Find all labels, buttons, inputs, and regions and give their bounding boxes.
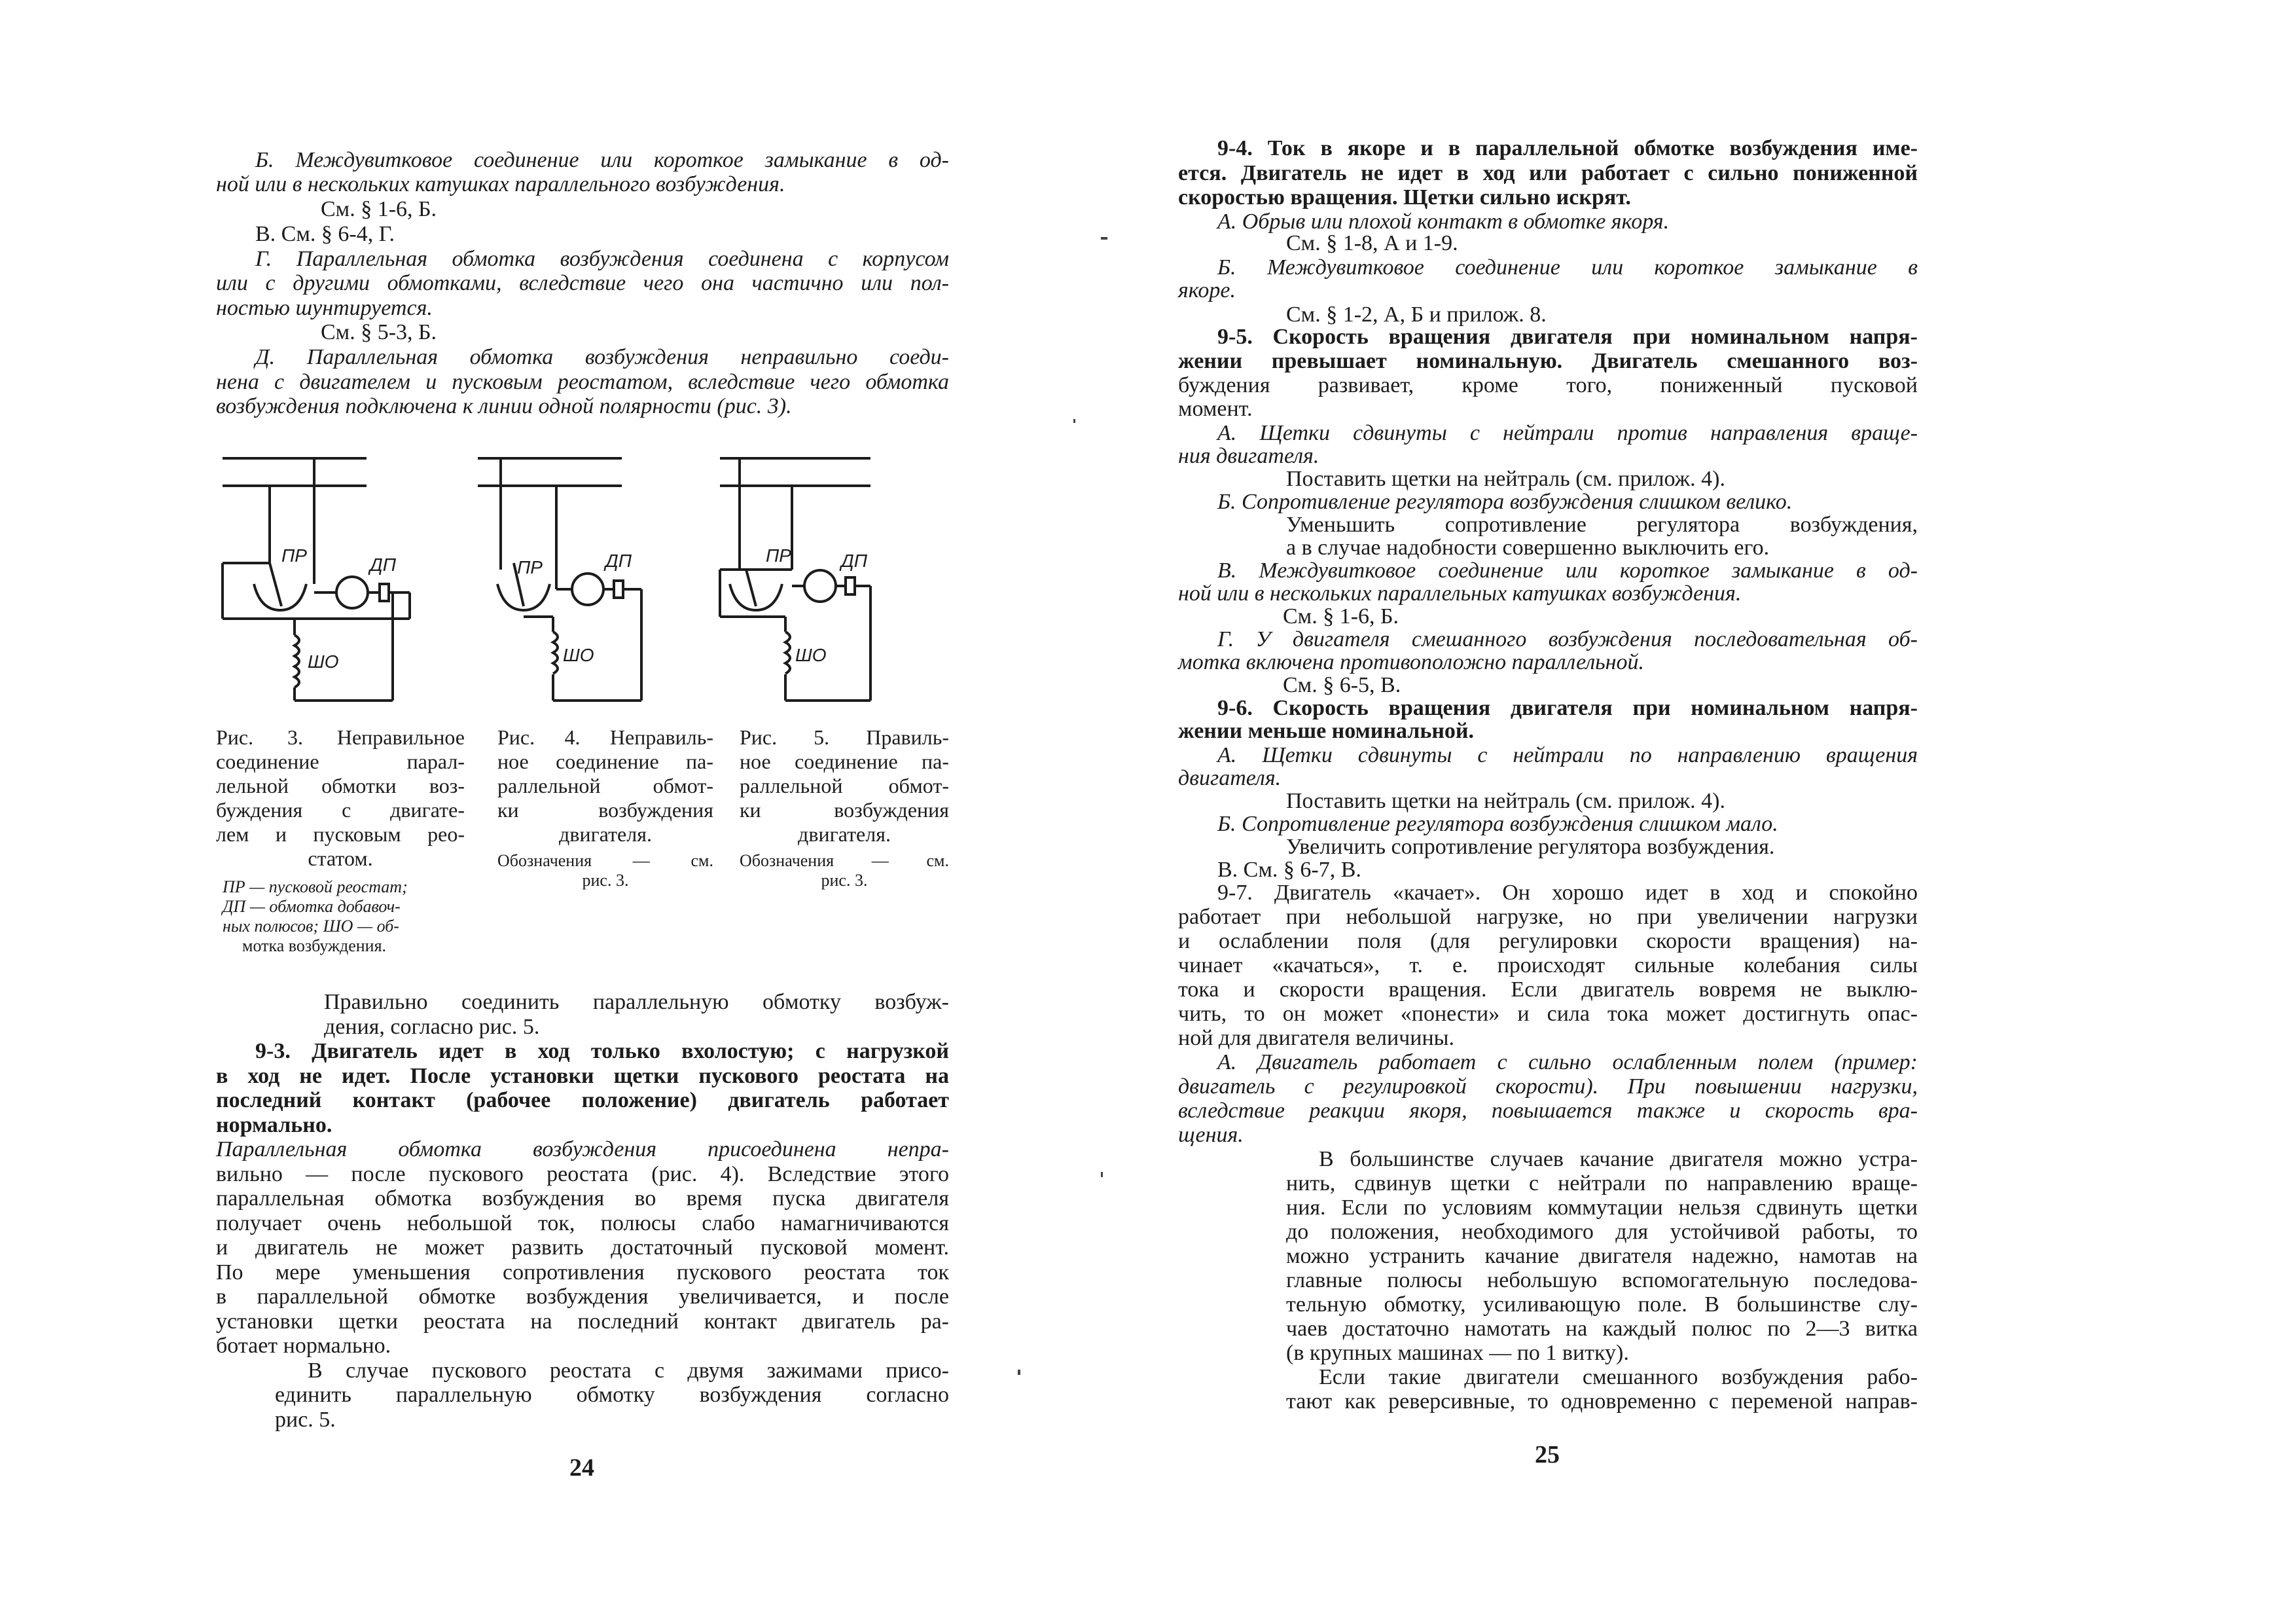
cross-reference: В. См. § 6-4, Г. (255, 222, 395, 246)
text-line: установки щетки реостата на последний контакт двигатель ра- (216, 1309, 949, 1334)
text-line: Если такие двигатели смешанного возбуждения рабо- (1319, 1365, 1918, 1389)
label-sho: ШО (795, 645, 827, 665)
text-line: ния. Если по условиям коммутации нельзя сдвинуть щетки (1286, 1195, 1918, 1220)
page-number: 24 (569, 1454, 594, 1482)
scan-speck (1101, 237, 1107, 240)
text-line: тельную обмотку, усиливающую поле. В большинстве слу- (1286, 1292, 1918, 1317)
label-dp: ДП (841, 551, 868, 571)
figure-3-legend: ПР — пусковой реостат; ДП — обмотка добавоч- ных полюсов; ШО — об- мотка возбуждения. (223, 877, 408, 955)
cross-reference: См. § 6-5, В. (1283, 673, 1401, 697)
label-dp: ДП (370, 555, 397, 575)
text-line: в параллельной обмотке возбуждения увеличивается, и после (216, 1285, 949, 1309)
text-line: и ослаблении поля (для регулировки скорости вращения) на- (1178, 929, 1918, 953)
text-line: дения, согласно рис. 5. (324, 1015, 540, 1039)
text-line: нить, сдвинув щетки с нейтрали по направлению враще- (1286, 1171, 1918, 1195)
figure-5-caption: Рис. 5. Правиль- ное соединение па- раллельной обмот- ки возбуждения двигателя. (740, 725, 949, 846)
text-line: буждения развивает, кроме того, пониженный пусковой (1178, 373, 1918, 397)
text-line: Уменьшить сопротивление регулятора возбуждения, (1286, 513, 1918, 537)
text-line: якоре. (1178, 278, 1236, 302)
text-line: двигателя. (1178, 766, 1282, 790)
section-heading: ется. Двигатель не идет в ход или работает с сильно пониженной (1178, 161, 1918, 185)
text-line: нена с двигателем и пусковым реостатом, вследствие чего обмотка (216, 370, 949, 394)
cross-reference: См. § 1-6, Б. (321, 197, 437, 221)
scan-speck (1073, 419, 1075, 423)
scan-speck (1101, 1172, 1103, 1177)
text-line: тают как реверсивные, то одновременно с переменой направ- (1286, 1389, 1918, 1413)
text-line: Б. Сопротивление регулятора возбуждения слишком мало. (1217, 812, 1778, 836)
text-line: получает очень небольшой ток, полюсы слабо намагничиваются (216, 1211, 949, 1235)
text-line: двигатель с регулировкой скорости). При повышении нагрузки, (1178, 1074, 1918, 1099)
cross-reference: В. См. § 6-7, В. (1217, 858, 1361, 882)
text-line: ния двигателя. (1178, 444, 1319, 468)
text-line: тока и скорости вращения. Если двигатель вовремя не выклю- (1178, 977, 1918, 1002)
text-line: Б. Сопротивление регулятора возбуждения слишком велико. (1217, 490, 1793, 514)
text-line: Б. Междувитковое соединение или короткое замыкание в (1217, 255, 1918, 280)
text-line: можно устранить качание двигателя надежно, намотав на (1286, 1244, 1918, 1268)
text-line: а в случае надобности совершенно выключить его. (1286, 536, 1770, 560)
figure-5-note: Обозначения — см. рис. 3. (740, 851, 949, 890)
text-line: рис. 5. (275, 1408, 336, 1432)
figure-4-diagram (478, 458, 641, 701)
section-heading: 9-6. Скорость вращения двигателя при номинальном напря- (1217, 696, 1918, 720)
text-line: чинает «качаться», т. е. происходят сильные колебания силы (1178, 953, 1918, 977)
text-line: главные полюсы небольшую вспомогательную последова- (1286, 1268, 1918, 1292)
cross-reference: См. § 1-2, А, Б и прилож. 8. (1286, 302, 1547, 327)
section-heading: 9-3. Двигатель идет в ход только вхолостую; с нагрузкой (255, 1039, 949, 1063)
text-line: По мере уменьшения сопротивления пускового реостата ток (216, 1260, 949, 1285)
text-line: возбуждения подключена к линии одной полярности (рис. 3). (216, 394, 792, 418)
text-line: (в крупных машинах — по 1 витку). (1286, 1341, 1629, 1365)
label-pr: ПР (517, 557, 543, 577)
label-sho: ШО (308, 651, 339, 672)
section-heading: 9-5. Скорость вращения двигателя при номинальном напря- (1217, 325, 1918, 349)
cross-reference: См. § 1-8, А и 1-9. (1286, 231, 1458, 255)
cross-reference: См. § 5-3, Б. (321, 320, 437, 344)
text-line: Поставить щетки на нейтраль (см. прилож. 4). (1286, 789, 1725, 813)
text-line: до положения, необходимого для устойчивой работы, то (1286, 1220, 1918, 1244)
text-line: момент. (1178, 397, 1253, 421)
text-line: ботает нормально. (216, 1334, 391, 1358)
page-number: 25 (1535, 1441, 1560, 1468)
text-line: щения. (1178, 1123, 1244, 1147)
section-heading: скоростью вращения. Щетки сильно искрят. (1178, 185, 1631, 210)
text-line: ной или в нескольких катушках параллельного возбуждения. (216, 172, 785, 196)
text-line: вильно — после пускового реостата (рис. 4). Вследствие этого (216, 1162, 949, 1186)
section-heading: жении меньше номинальной. (1178, 719, 1474, 743)
section-heading: 9-4. Ток в якоре и в параллельной обмотке возбуждения име- (1217, 136, 1918, 160)
figure-4-caption: Рис. 4. Неправиль- ное соединение па- раллельной обмот- ки возбуждения двигателя. (497, 725, 713, 846)
text-line: жении превышает номинальную. Двигатель смешанного воз- (1178, 349, 1918, 373)
label-dp: ДП (605, 551, 632, 571)
text-line: А. Щетки сдвинуты с нейтрали по направлению вращения (1217, 743, 1918, 767)
text-line: В. Междувитковое соединение или короткое замыкание в од- (1217, 558, 1918, 583)
text-line: чаев достаточно намотать на каждый полюс по 2—3 витка (1286, 1317, 1918, 1341)
text-line: А. Щетки сдвинуты с нейтрали против направления враще- (1217, 421, 1918, 445)
label-pr: ПР (281, 545, 307, 566)
text-line: или с другими обмотками, вследствие чего она частично или пол- (216, 271, 949, 295)
text-line: ностью шунтируется. (216, 296, 433, 320)
text-line: Поставить щетки на нейтраль (см. прилож. 4). (1286, 467, 1725, 491)
section-heading: в ход не идет. После установки щетки пускового реостата на (216, 1064, 949, 1088)
text-line: Правильно соединить параллельную обмотку возбуж- (324, 990, 949, 1014)
text-line: Г. У двигателя смешанного возбуждения последовательная об- (1217, 627, 1918, 651)
text-line: В большинстве случаев качание двигателя можно устра- (1319, 1147, 1918, 1171)
text-line: А. Обрыв или плохой контакт в обмотке якоря. (1217, 210, 1670, 234)
section-heading: последний контакт (рабочее положение) двигатель работает (216, 1088, 949, 1112)
figure-4-note: Обозначения — см. рис. 3. (497, 851, 713, 890)
text-line: работает при небольшой нагрузке, но при увеличении нагрузки (1178, 905, 1918, 929)
text-line: Г. Параллельная обмотка возбуждения соединена с корпусом (255, 247, 949, 271)
text-line: и двигатель не может развить достаточный пусковой момент. (216, 1235, 949, 1260)
section-heading: 9-7. Двигатель «качает». Он хорошо идет в ход и спокойно (1217, 881, 1918, 905)
cross-reference: См. § 1-6, Б. (1283, 604, 1399, 629)
text-line: Параллельная обмотка возбуждения присоединена непра- (216, 1137, 949, 1161)
text-line: мотка включена противоположно параллельной. (1178, 650, 1644, 674)
figure-3-caption: Рис. 3. Неправильное соединение парал- лельной обмотки воз- буждения с двигате- лем и пусковым рео- статом. (216, 725, 465, 870)
text-line: Д. Параллельная обмотка возбуждения неправильно соеди- (255, 345, 949, 369)
text-line: ной или в нескольких параллельных катушках возбуждения. (1178, 581, 1742, 606)
text-line: параллельная обмотка возбуждения во время пуска двигателя (216, 1186, 949, 1211)
section-heading: нормально. (216, 1113, 332, 1137)
text-line: В случае пускового реостата с двумя зажимами присо- (308, 1359, 949, 1383)
text-line: единить параллельную обмотку возбуждения согласно (275, 1383, 949, 1407)
text-line: ной для двигателя величины. (1178, 1026, 1454, 1050)
scan-speck (1018, 1370, 1020, 1375)
text-line: вследствие реакции якоря, повышается также и скорость вра- (1178, 1099, 1918, 1123)
text-line: Увеличить сопротивление регулятора возбуждения. (1286, 835, 1775, 859)
wiring-diagrams (216, 445, 949, 720)
text-line: А. Двигатель работает с сильно ослабленным полем (пример: (1217, 1050, 1918, 1074)
label-sho: ШО (563, 645, 594, 665)
text-line: чить, то он может «понести» и сила тока может достигнуть опас- (1178, 1002, 1918, 1026)
label-pr: ПР (766, 545, 791, 566)
text-line: Б. Междувитковое соединение или короткое замыкание в од- (255, 148, 949, 172)
